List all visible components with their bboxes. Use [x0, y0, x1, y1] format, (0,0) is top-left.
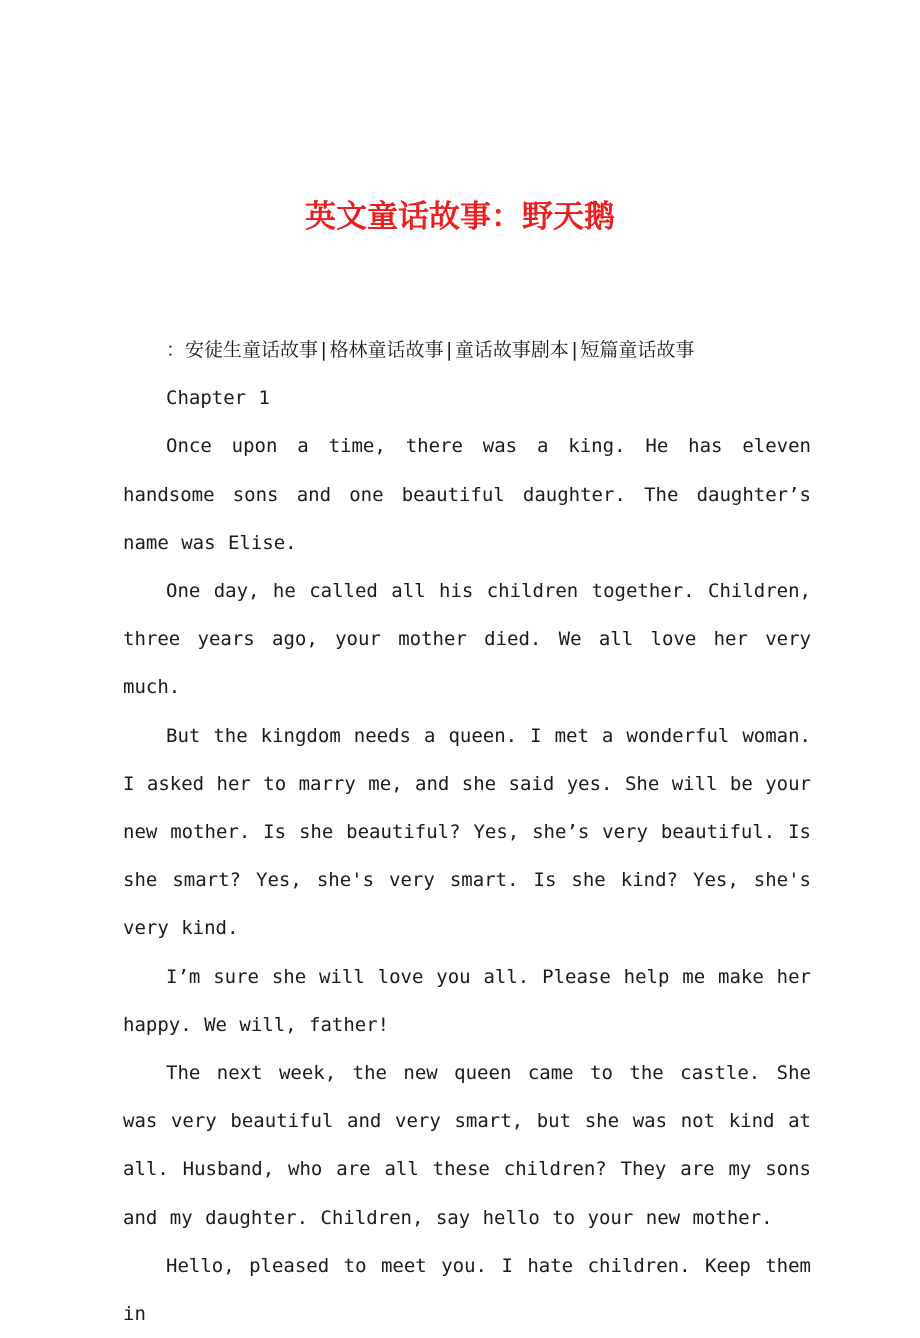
- tags-line: ：安徒生童话故事|格林童话故事|童话故事剧本|短篇童话故事: [166, 339, 695, 361]
- paragraph: I’m sure she will love you all. Please help me make her happy. We will, father!: [123, 965, 811, 1036]
- paragraph: Once upon a time, there was a king. He has eleven handsome sons and one beautiful daughter. The daughter’s name was Elise.: [123, 435, 811, 554]
- document-body: [123, 326, 811, 1338]
- paragraph: Hello, pleased to meet you. I hate children. Keep them in: [123, 1254, 811, 1326]
- paragraph: But the kingdom needs a queen. I met a wonderful woman. I asked her to marry me, and she said yes. She will be your new mother. Is she beautiful? Yes, she’s very beautiful. Is she smart? Yes, she's very smart. Is she kind? Yes, she's very kind.: [123, 724, 811, 940]
- document-title: 英文童话故事：野天鹅: [305, 199, 615, 235]
- paragraph: The next week, the new queen came to the castle. She was very beautiful and very smart, but she was not kind at all. Husband, who are all these children? They are my sons and my daughter. Children, say hello to your new mother.: [123, 1062, 811, 1229]
- paragraph: One day, he called all his children together. Children, three years ago, your mother died. We all love her very much.: [123, 580, 811, 699]
- chapter-heading: Chapter 1: [166, 387, 270, 410]
